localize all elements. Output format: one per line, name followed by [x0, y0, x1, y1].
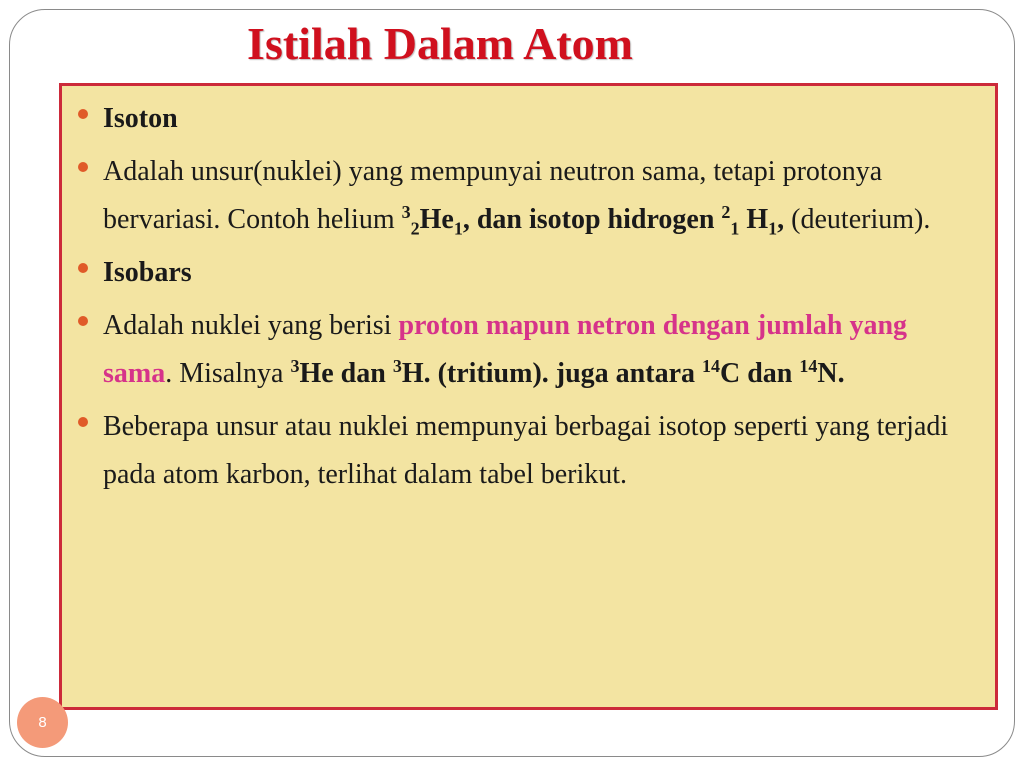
- bullet-text: He dan: [299, 358, 393, 389]
- bullet-isobars-heading: [76, 249, 966, 297]
- subscript: 1: [768, 218, 778, 239]
- slide-title: Istilah Dalam Atom: [247, 18, 633, 69]
- superscript: 3: [290, 355, 300, 376]
- bullet-text: H: [739, 204, 769, 235]
- bullet-text: Beberapa unsur atau nuklei mempunyai berbagai isotop seperti yang terjadi pada atom karbon, terlihat dalam tabel berikut.: [103, 411, 949, 490]
- bullet-text: Isobars: [103, 257, 192, 288]
- subscript: 2: [410, 218, 420, 239]
- bullet-isoton-heading: [76, 95, 966, 143]
- bullet-icon: [78, 316, 88, 326]
- superscript: 3: [392, 355, 402, 376]
- bullet-carbon-isotopes: [76, 403, 966, 499]
- content-box: [59, 83, 998, 710]
- bullet-icon: [78, 109, 88, 119]
- bullet-text: He: [419, 204, 454, 235]
- bullet-text: (deuterium).: [784, 204, 931, 235]
- bullet-text: C dan: [720, 358, 800, 389]
- bullet-icon: [78, 263, 88, 273]
- bullet-text: N.: [817, 358, 845, 389]
- bullet-text: Adalah nuklei yang berisi: [103, 310, 399, 341]
- page-number-badge: 8: [17, 697, 68, 748]
- subscript: 1: [453, 218, 463, 239]
- superscript: 14: [799, 355, 818, 376]
- bullet-text: Isoton: [103, 103, 178, 134]
- superscript: 3: [401, 201, 411, 222]
- highlighted-text: proton mapun netron dengan jumlah yang sama: [103, 310, 908, 389]
- bullet-text: Adalah unsur(nuklei) yang mempunyai neutron sama, tetapi protonya bervariasi. Contoh helium: [103, 156, 883, 235]
- bullet-isobars-definition: [76, 302, 966, 398]
- bullet-text: H. (tritium). juga antara: [401, 358, 702, 389]
- bullet-text: . Misalnya: [165, 358, 291, 389]
- bullet-text: , dan isotop hidrogen: [462, 204, 722, 235]
- bullet-text: ,: [777, 204, 785, 235]
- subscript: 1: [730, 218, 740, 239]
- superscript: 14: [702, 355, 720, 376]
- bullet-icon: [78, 162, 88, 172]
- superscript: 2: [721, 201, 731, 222]
- bullet-icon: [78, 417, 88, 427]
- bullet-list: [76, 95, 966, 504]
- bullet-isoton-definition: [76, 148, 966, 244]
